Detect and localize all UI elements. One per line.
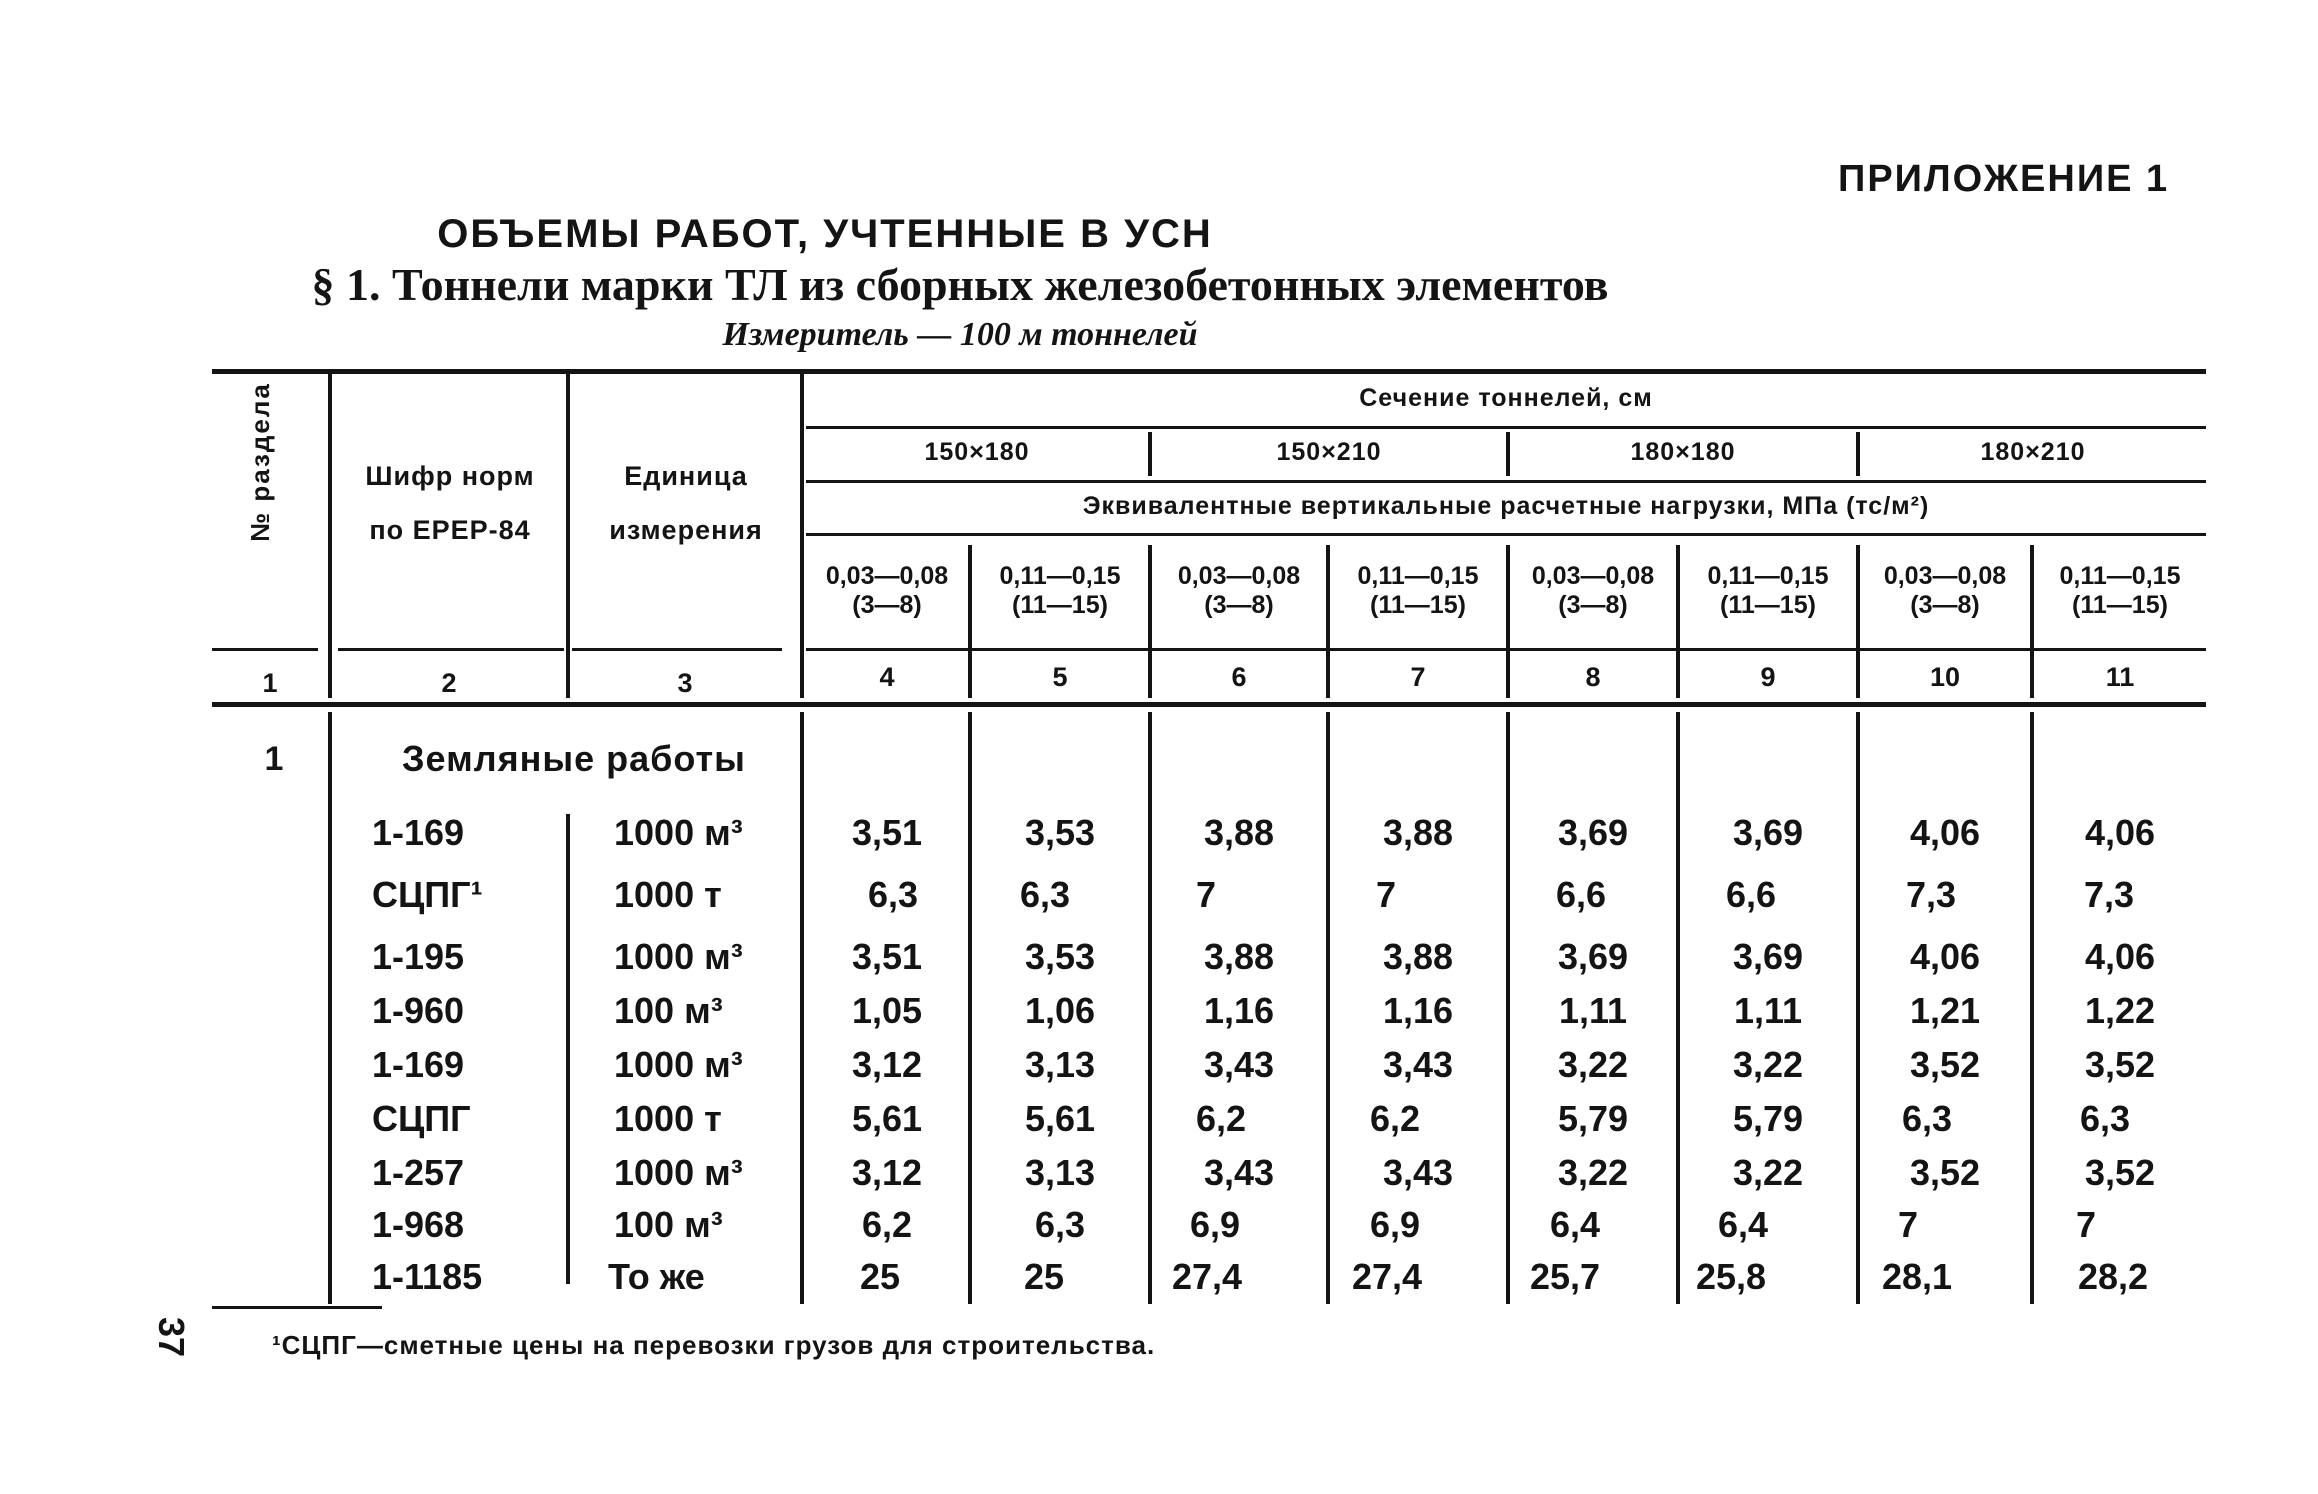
value-cell: 3,52 <box>2084 1152 2156 1193</box>
vertical-rule <box>566 374 570 698</box>
value-cell: 6,6 <box>1726 874 1777 915</box>
value-cell: 7 <box>2076 1204 2097 1245</box>
value-cell: 3,22 <box>1557 1152 1629 1193</box>
column-number: 2 <box>441 668 457 698</box>
unit-of-measure: 1000 м³ <box>614 1044 743 1085</box>
value-cell: 3,22 <box>1557 1044 1629 1085</box>
value-cell: 6,9 <box>1190 1204 1241 1245</box>
value-cell: 3,22 <box>1732 1044 1804 1085</box>
norm-code: 1-169 <box>372 812 465 853</box>
value-cell: 25,8 <box>1696 1256 1767 1297</box>
unit-header-line-1: Единица <box>624 461 748 491</box>
unit-of-measure: 1000 т <box>614 1098 722 1139</box>
value-cell: 7 <box>1898 1204 1919 1245</box>
norm-code: 1-195 <box>372 936 465 977</box>
value-cell: 3,52 <box>2084 1044 2156 1085</box>
value-cell: 3,51 <box>851 812 923 853</box>
table-bottom-rule <box>212 1306 382 1309</box>
value-cell: 5,61 <box>1024 1098 1096 1139</box>
value-cell: 6,9 <box>1370 1204 1421 1245</box>
column-number: 10 <box>1929 662 1961 692</box>
value-cell: 5,79 <box>1732 1098 1804 1139</box>
value-cell: 5,79 <box>1557 1098 1629 1139</box>
value-cell: 1,21 <box>1909 990 1981 1031</box>
section-title: Земляные работы <box>402 738 746 779</box>
norm-code: СЦПГ¹ <box>372 874 483 915</box>
value-cell: 7,3 <box>2084 874 2135 915</box>
value-cell: 6,6 <box>1556 874 1607 915</box>
vertical-rule <box>800 712 804 1304</box>
tunnel-section-header-3: 180×180 <box>1630 438 1736 466</box>
value-cell: 3,12 <box>851 1044 923 1085</box>
value-cell: 3,22 <box>1732 1152 1804 1193</box>
column-number: 4 <box>879 662 895 692</box>
value-cell: 5,61 <box>851 1098 923 1139</box>
load-header-col-6: 0,03—0,08 (3—8) <box>1177 562 1301 619</box>
column-number: 5 <box>1052 662 1068 692</box>
value-cell: 3,88 <box>1203 812 1275 853</box>
value-cell: 3,43 <box>1203 1152 1275 1193</box>
value-cell: 25 <box>1024 1256 1065 1297</box>
norm-code: 1-169 <box>372 1044 465 1085</box>
document-title: ОБЪЕМЫ РАБОТ, УЧТЕННЫЕ В УСН <box>437 212 1213 256</box>
value-cell: 4,06 <box>2084 936 2156 977</box>
load-header-col-7: 0,11—0,15 (11—15) <box>1357 562 1479 619</box>
value-cell: 3,43 <box>1203 1044 1275 1085</box>
column-number: 1 <box>262 668 278 698</box>
unit-of-measure: 1000 м³ <box>614 1152 743 1193</box>
section-heading: § 1. Тоннели марки ТЛ из сборных железобетонных элементов <box>311 259 1609 310</box>
value-cell: 7 <box>1376 874 1397 915</box>
vertical-rule <box>800 374 804 698</box>
vertical-rule <box>566 814 570 1284</box>
header-bottom-rule-1 <box>212 648 318 651</box>
value-cell: 3,69 <box>1557 936 1629 977</box>
value-cell: 3,69 <box>1732 936 1804 977</box>
page-number: 37 <box>151 1316 192 1358</box>
value-cell: 6,3 <box>868 874 919 915</box>
code-header-line-2: по ЕРЕР-84 <box>369 515 531 545</box>
value-cell: 7,3 <box>1906 874 1957 915</box>
value-cell: 28,1 <box>1882 1256 1953 1297</box>
value-cell: 1,16 <box>1203 990 1275 1031</box>
appendix-label: ПРИЛОЖЕНИЕ 1 <box>1838 158 2170 200</box>
value-cell: 1,05 <box>851 990 923 1031</box>
value-cell: 3,53 <box>1024 936 1096 977</box>
value-cell: 3,52 <box>1909 1044 1981 1085</box>
header-bottom-rule-3 <box>572 648 782 651</box>
value-cell: 1,16 <box>1382 990 1454 1031</box>
value-cell: 6,4 <box>1550 1204 1601 1245</box>
unit-of-measure: 100 м³ <box>614 1204 723 1245</box>
norm-code: 1-960 <box>372 990 465 1031</box>
value-cell: 6,3 <box>2080 1098 2131 1139</box>
value-cell: 6,4 <box>1718 1204 1769 1245</box>
value-cell: 3,88 <box>1203 936 1275 977</box>
column-number: 7 <box>1410 662 1426 692</box>
tunnel-section-header-2: 150×210 <box>1276 438 1382 466</box>
vertical-rule <box>328 712 332 1304</box>
load-header-col-5: 0,11—0,15 (11—15) <box>999 562 1121 619</box>
column-number: 8 <box>1585 662 1601 692</box>
norm-code: 1-968 <box>372 1204 465 1245</box>
code-header-line-1: Шифр норм <box>365 461 535 491</box>
value-cell: 3,52 <box>1909 1152 1981 1193</box>
group-title-rule <box>806 426 2206 429</box>
column-number: 9 <box>1760 662 1776 692</box>
value-cell: 6,3 <box>1020 874 1071 915</box>
value-cell: 3,53 <box>1024 812 1096 853</box>
value-cell: 25,7 <box>1530 1256 1601 1297</box>
vertical-rule <box>328 374 332 698</box>
measure-unit-caption: Измеритель — 100 м тоннелей <box>722 316 1198 353</box>
value-cell: 1,22 <box>2084 990 2156 1031</box>
loads-title-rule <box>806 533 2206 536</box>
load-header-col-11: 0,11—0,15 (11—15) <box>2059 562 2181 619</box>
value-cell: 25 <box>860 1256 901 1297</box>
value-cell: 3,12 <box>851 1152 923 1193</box>
value-cell: 3,43 <box>1382 1152 1454 1193</box>
value-cell: 4,06 <box>2084 812 2156 853</box>
column-number: 6 <box>1231 662 1247 692</box>
value-cell: 6,3 <box>1902 1098 1953 1139</box>
column-numbers-rule <box>212 702 2206 707</box>
tunnel-section-group-header: Сечение тоннелей, см <box>1359 384 1653 412</box>
header-bottom-rule-2 <box>338 648 564 651</box>
value-cell: 6,2 <box>861 1204 913 1245</box>
value-cell: 1,11 <box>1558 990 1628 1031</box>
value-cell: 6,2 <box>1370 1098 1421 1139</box>
unit-of-measure: То же <box>608 1256 705 1297</box>
load-header-col-4: 0,03—0,08 (3—8) <box>825 562 949 619</box>
value-cell: 7 <box>1196 874 1217 915</box>
load-header-col-8: 0,03—0,08 (3—8) <box>1531 562 1655 619</box>
value-cell: 3,51 <box>851 936 923 977</box>
unit-header-line-2: измерения <box>609 515 763 545</box>
load-header-col-10: 0,03—0,08 (3—8) <box>1883 562 2007 619</box>
sections-rule <box>806 480 2206 483</box>
section-number-header: № раздела <box>245 382 275 542</box>
footnote: ¹СЦПГ—сметные цены на перевозки грузов для строительства. <box>272 1330 1156 1360</box>
section-number: 1 <box>264 740 284 778</box>
table-top-rule <box>212 369 2206 374</box>
value-cell: 3,88 <box>1382 812 1454 853</box>
value-cell: 3,69 <box>1732 812 1804 853</box>
value-cell: 4,06 <box>1909 936 1981 977</box>
value-cell: 27,4 <box>1352 1256 1423 1297</box>
load-header-col-9: 0,11—0,15 (11—15) <box>1707 562 1829 619</box>
norm-code: 1-1185 <box>372 1256 483 1297</box>
unit-of-measure: 1000 м³ <box>614 812 743 853</box>
value-cell: 4,06 <box>1909 812 1981 853</box>
tunnel-section-header-4: 180×210 <box>1980 438 2086 466</box>
loads-group-header: Эквивалентные вертикальные расчетные нагрузки, МПа (тс/м²) <box>1082 492 1930 520</box>
norm-code: СЦПГ <box>372 1098 471 1139</box>
value-cell: 27,4 <box>1172 1256 1243 1297</box>
norm-code: 1-257 <box>372 1152 465 1193</box>
value-cell: 3,43 <box>1382 1044 1454 1085</box>
value-cell: 28,2 <box>2078 1256 2149 1297</box>
column-number: 11 <box>2105 662 2135 692</box>
tunnel-section-header-1: 150×180 <box>924 438 1030 466</box>
unit-of-measure: 1000 т <box>614 874 722 915</box>
unit-of-measure: 1000 м³ <box>614 936 743 977</box>
value-cell: 1,06 <box>1024 990 1096 1031</box>
unit-of-measure: 100 м³ <box>614 990 723 1031</box>
value-cell: 3,13 <box>1024 1044 1096 1085</box>
value-cell: 3,88 <box>1382 936 1454 977</box>
value-cell: 3,13 <box>1024 1152 1096 1193</box>
column-number: 3 <box>677 668 693 698</box>
value-cell: 3,69 <box>1557 812 1629 853</box>
value-cell: 6,3 <box>1034 1204 1086 1245</box>
value-cell: 6,2 <box>1196 1098 1247 1139</box>
value-cell: 1,11 <box>1733 990 1803 1031</box>
